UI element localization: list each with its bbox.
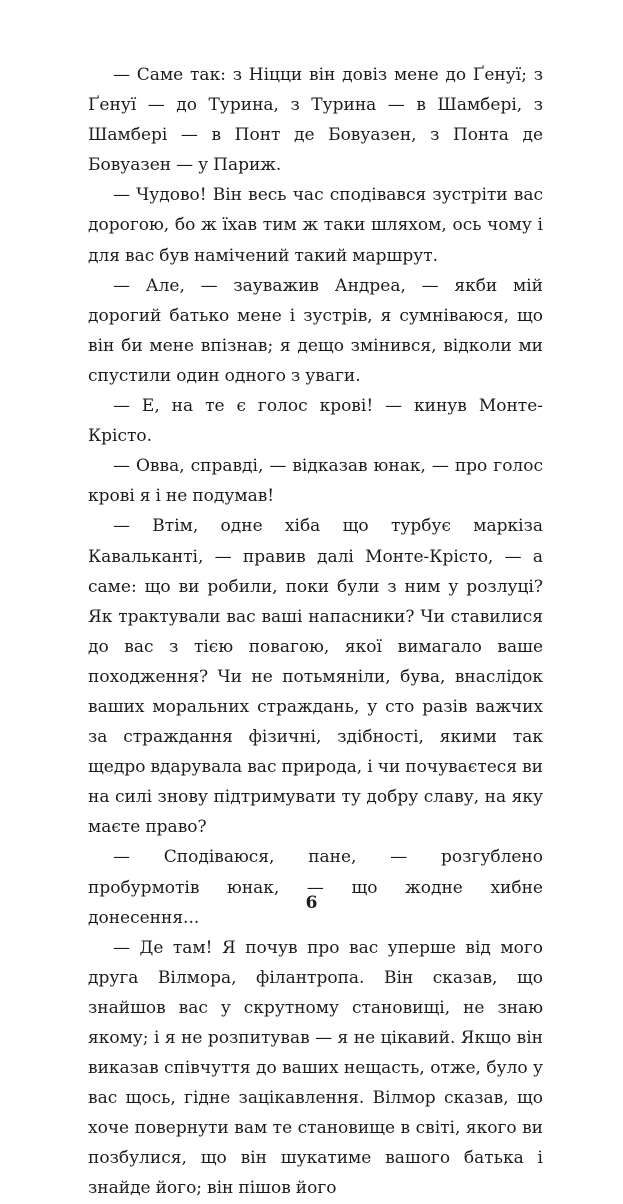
page-number: 6: [305, 893, 318, 913]
book-page-text: [88, 60, 543, 1204]
paragraph-5: — Овва, справді, — відказав юнак, — про голос крові я і не подумав!: [88, 456, 543, 507]
paragraph-3: — Але, — зауважив Андреа, — якби мій дорогий батько мене і зустрів, я сумніваюся, що він би мене впізнав; я дещо змінився, відколи ми спустили один одного з уваги.: [88, 275, 543, 386]
paragraph-8: — Де там! Я почув про вас уперше від мого друга Вілмора, філантропа. Він сказав, що знайшов вас у скрутному становищі, не знаю якому; і я не розпитував — я не цікавий. Якщо він виказав співчуття до ваших нещасть, отже, було у вас щось, гідне зацікавлення. Вілмор сказав, що хоче повернути вам те становище в світі, якого ви позбулися, що він шукатиме вашого батька і знайде його; він пішов його: [88, 937, 543, 1199]
paragraph-2: — Чудово! Він весь час сподівався зустріти вас дорогою, бо ж їхав тим ж таки шляхом, ось чому і для вас був намічений такий маршрут.: [88, 185, 543, 266]
paragraph-6: — Втім, одне хіба що турбує маркіза Кавальканті, — правив далі Монте-Крісто, — а саме: що ви робили, поки були з ним у розлуці? Як трактували вас ваші напасники? Чи ставилися до вас з тією повагою, якої вимагало ваше походження? Чи не потьмяніли, бува, внаслідок ваших моральних страждань, у сто разів важчих за страждання фізичні, здібності, якими так щедро вдарувала вас природа, і чи почуваєтеся ви на силі знову підтримувати ту добру славу, на яку маєте право?: [88, 516, 543, 838]
paragraph-4: — Е, на те є голос крові! — кинув Монте-Крісто.: [88, 396, 543, 447]
paragraph-7: — Сподіваюся, пане, — розгублено пробурмотів юнак, — що жодне хибне донесення...: [88, 847, 543, 928]
paragraph-1: — Саме так: з Ніцци він довіз мене до Ґенуї; з Ґенуї — до Турина, з Турина — в Шамбері, з Шамбері — в Понт де Бовуазен, з Понта де Бовуазен — у Париж.: [88, 65, 543, 176]
